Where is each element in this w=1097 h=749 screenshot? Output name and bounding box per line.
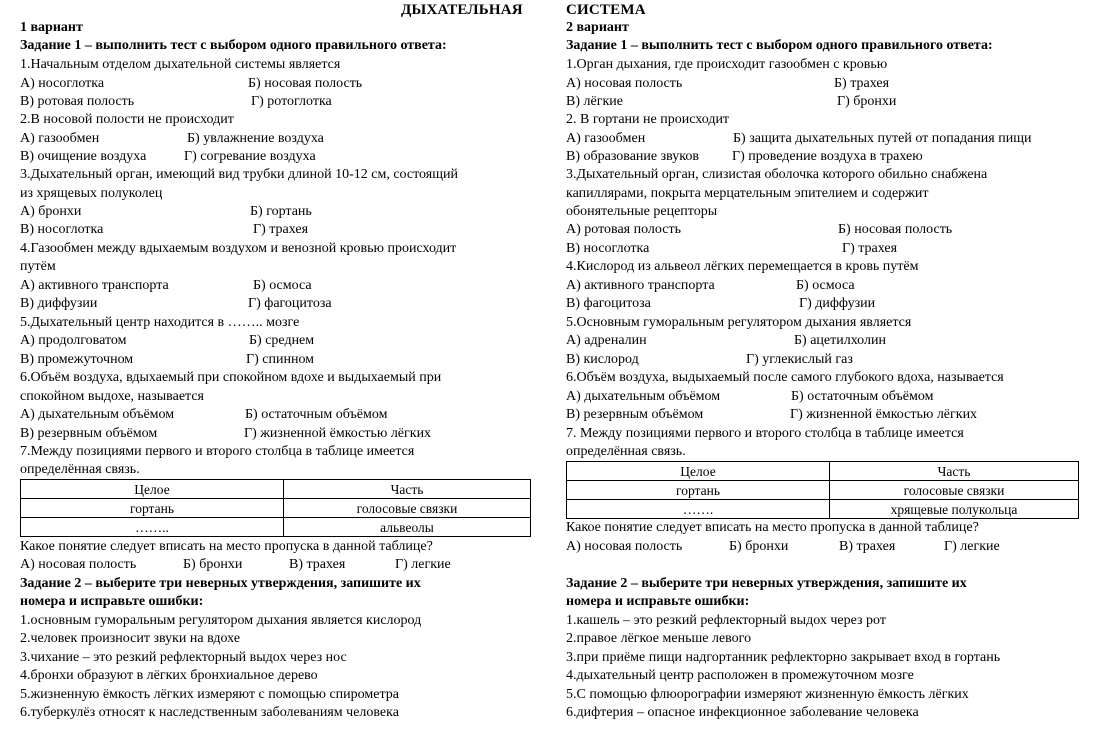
task2-title-cont: номера и исправьте ошибки: bbox=[566, 594, 750, 609]
option-d: Г) трахея bbox=[253, 222, 309, 237]
option-d: Г) углекислый газ bbox=[746, 352, 853, 367]
statement-3: 3.при приёме пищи надгортанник рефлекторно закрывает вход в гортань bbox=[566, 650, 1001, 665]
option-b: Б) носовая полость bbox=[248, 76, 363, 91]
statement-5: 5.жизненную ёмкость лёгких измеряют с помощью спирометра bbox=[20, 687, 399, 702]
table-header-whole: Целое bbox=[21, 480, 284, 499]
option-b: Б) бронхи bbox=[729, 539, 789, 554]
table-cell: гортань bbox=[567, 481, 830, 500]
question-3: 3.Дыхательный орган, имеющий вид трубки длиной 10-12 см, состоящий bbox=[20, 167, 458, 182]
option-a: А) газообмен bbox=[566, 131, 646, 146]
table-cell: хрящевые полукольца bbox=[830, 500, 1079, 519]
question-7: 7.Между позициями первого и второго столбца в таблице имеется bbox=[20, 444, 415, 459]
option-a: А) газообмен bbox=[20, 131, 100, 146]
table-cell: гортань bbox=[21, 499, 284, 518]
table-cell-blank: ……. bbox=[567, 500, 830, 519]
option-d: Г) спинном bbox=[246, 352, 315, 367]
option-b: Б) защита дыхательных путей от попадания пищи bbox=[733, 131, 1032, 146]
question-3-cont: обонятельные рецепторы bbox=[566, 204, 718, 219]
table-row bbox=[567, 481, 1079, 500]
question-7-cont: определённая связь. bbox=[20, 462, 140, 477]
task1-title: Задание 1 – выполнить тест с выбором одного правильного ответа: bbox=[20, 38, 447, 53]
option-d: Г) проведение воздуха в трахею bbox=[732, 149, 923, 164]
table-cell-blank: …….. bbox=[21, 518, 284, 537]
option-b: Б) увлажнение воздуха bbox=[187, 131, 324, 146]
question-7-prompt: Какое понятие следует вписать на место пропуска в данной таблице? bbox=[20, 539, 433, 554]
option-b: Б) трахея bbox=[834, 76, 890, 91]
option-c: В) кислород bbox=[566, 352, 639, 367]
option-c: В) носоглотка bbox=[20, 222, 104, 237]
option-a: А) активного транспорта bbox=[20, 278, 169, 293]
option-c: В) очищение воздуха bbox=[20, 149, 147, 164]
option-a: А) ротовая полость bbox=[566, 222, 681, 237]
option-a: А) продолговатом bbox=[20, 333, 127, 348]
header-left: ДЫХАТЕЛЬНАЯ bbox=[401, 2, 523, 18]
option-a: А) дыхательным объёмом bbox=[566, 389, 721, 404]
question-5: 5.Дыхательный центр находится в …….. мозге bbox=[20, 315, 300, 330]
option-b: Б) осмоса bbox=[796, 278, 855, 293]
option-a: А) носовая полость bbox=[566, 76, 683, 91]
question-1: 1.Орган дыхания, где происходит газообмен с кровью bbox=[566, 57, 888, 72]
option-a: А) носоглотка bbox=[20, 76, 105, 91]
table-cell: голосовые связки bbox=[830, 481, 1079, 500]
option-a: А) дыхательным объёмом bbox=[20, 407, 175, 422]
relation-table bbox=[566, 461, 1079, 519]
option-d: Г) диффузии bbox=[799, 296, 876, 311]
table-cell: голосовые связки bbox=[284, 499, 531, 518]
option-a: А) бронхи bbox=[20, 204, 82, 219]
option-a: А) адреналин bbox=[566, 333, 647, 348]
question-4: 4.Газообмен между вдыхаемым воздухом и венозной кровью происходит bbox=[20, 241, 457, 256]
option-a: А) носовая полость bbox=[20, 557, 137, 572]
option-c: В) образование звуков bbox=[566, 149, 699, 164]
question-7-prompt: Какое понятие следует вписать на место пропуска в данной таблице? bbox=[566, 520, 979, 535]
question-2: 2.В носовой полости не происходит bbox=[20, 112, 234, 127]
question-3: 3.Дыхательный орган, слизистая оболочка которого обильно снабжена bbox=[566, 167, 988, 182]
task2-title: Задание 2 – выберите три неверных утверждения, запишите их bbox=[566, 576, 967, 591]
question-4: 4.Кислород из альвеол лёгких перемещается в кровь путём bbox=[566, 259, 919, 274]
table-row bbox=[567, 500, 1079, 519]
question-5: 5.Основным гуморальным регулятором дыхания является bbox=[566, 315, 912, 330]
option-b: Б) ацетилхолин bbox=[794, 333, 886, 348]
option-d: Г) ротоглотка bbox=[251, 94, 332, 109]
option-c: В) носоглотка bbox=[566, 241, 650, 256]
statement-6: 6.дифтерия – опасное инфекционное заболевание человека bbox=[566, 705, 919, 720]
relation-table bbox=[20, 479, 531, 537]
option-d: Г) трахея bbox=[842, 241, 898, 256]
variant-title: 1 вариант bbox=[20, 20, 83, 35]
question-3-cont: из хрящевых полуколец bbox=[20, 186, 163, 201]
table-row bbox=[21, 480, 531, 499]
option-c: В) трахея bbox=[289, 557, 346, 572]
question-6: 6.Объём воздуха, вдыхаемый при спокойном вдохе и выдыхаемый при bbox=[20, 370, 442, 385]
statement-4: 4.дыхательный центр расположен в промежуточном мозге bbox=[566, 668, 914, 683]
task2-title: Задание 2 – выберите три неверных утверждения, запишите их bbox=[20, 576, 421, 591]
statement-4: 4.бронхи образуют в лёгких бронхиальное дерево bbox=[20, 668, 318, 683]
question-6-cont: спокойном выдохе, называется bbox=[20, 389, 204, 404]
option-c: В) фагоцитоза bbox=[566, 296, 651, 311]
option-c: В) трахея bbox=[839, 539, 896, 554]
option-c: В) промежуточном bbox=[20, 352, 134, 367]
question-2: 2. В гортани не происходит bbox=[566, 112, 730, 127]
option-a: А) носовая полость bbox=[566, 539, 683, 554]
statement-6: 6.туберкулёз относят к наследственным заболеваниям человека bbox=[20, 705, 399, 720]
option-d: Г) фагоцитоза bbox=[248, 296, 332, 311]
statement-5: 5.С помощью флюорографии измеряют жизненную ёмкость лёгких bbox=[566, 687, 969, 702]
option-b: Б) среднем bbox=[249, 333, 315, 348]
table-cell: альвеолы bbox=[284, 518, 531, 537]
question-7: 7. Между позициями первого и второго столбца в таблице имеется bbox=[566, 426, 964, 441]
option-c: В) резервным объёмом bbox=[566, 407, 704, 422]
statement-1: 1.основным гуморальным регулятором дыхания является кислород bbox=[20, 613, 422, 628]
statement-2: 2.человек произносит звуки на вдохе bbox=[20, 631, 241, 646]
table-header-whole: Целое bbox=[567, 462, 830, 481]
option-c: В) ротовая полость bbox=[20, 94, 135, 109]
option-d: Г) легкие bbox=[395, 557, 451, 572]
option-c: В) резервным объёмом bbox=[20, 426, 158, 441]
statement-3: 3.чихание – это резкий рефлекторный выдох через нос bbox=[20, 650, 347, 665]
option-b: Б) бронхи bbox=[183, 557, 243, 572]
option-b: Б) остаточным объёмом bbox=[245, 407, 388, 422]
option-b: Б) осмоса bbox=[253, 278, 312, 293]
option-d: Г) жизненной ёмкостью лёгких bbox=[790, 407, 978, 422]
option-d: Г) бронхи bbox=[837, 94, 897, 109]
statement-2: 2.правое лёгкое меньше левого bbox=[566, 631, 752, 646]
question-3-cont: капиллярами, покрыта мерцательным эпителием и содержит bbox=[566, 186, 929, 201]
task1-title: Задание 1 – выполнить тест с выбором одного правильного ответа: bbox=[566, 38, 993, 53]
variant-title: 2 вариант bbox=[566, 20, 629, 35]
option-c: В) лёгкие bbox=[566, 94, 623, 109]
question-6: 6.Объём воздуха, выдыхаемый после самого глубокого вдоха, называется bbox=[566, 370, 1004, 385]
table-header-part: Часть bbox=[284, 480, 531, 499]
option-b: Б) остаточным объёмом bbox=[791, 389, 934, 404]
question-4-cont: путём bbox=[20, 259, 56, 274]
task2-title-cont: номера и исправьте ошибки: bbox=[20, 594, 204, 609]
option-a: А) активного транспорта bbox=[566, 278, 715, 293]
header-right: СИСТЕМА bbox=[566, 2, 646, 18]
table-row bbox=[567, 462, 1079, 481]
table-header-part: Часть bbox=[830, 462, 1079, 481]
statement-1: 1.кашель – это резкий рефлекторный выдох через рот bbox=[566, 613, 886, 628]
question-1: 1.Начальным отделом дыхательной системы является bbox=[20, 57, 341, 72]
option-b: Б) гортань bbox=[250, 204, 312, 219]
option-d: Г) легкие bbox=[944, 539, 1000, 554]
option-d: Г) согревание воздуха bbox=[184, 149, 316, 164]
option-b: Б) носовая полость bbox=[838, 222, 953, 237]
option-d: Г) жизненной ёмкостью лёгких bbox=[244, 426, 432, 441]
table-row bbox=[21, 518, 531, 537]
option-c: В) диффузии bbox=[20, 296, 98, 311]
table-row bbox=[21, 499, 531, 518]
question-7-cont: определённая связь. bbox=[566, 444, 686, 459]
